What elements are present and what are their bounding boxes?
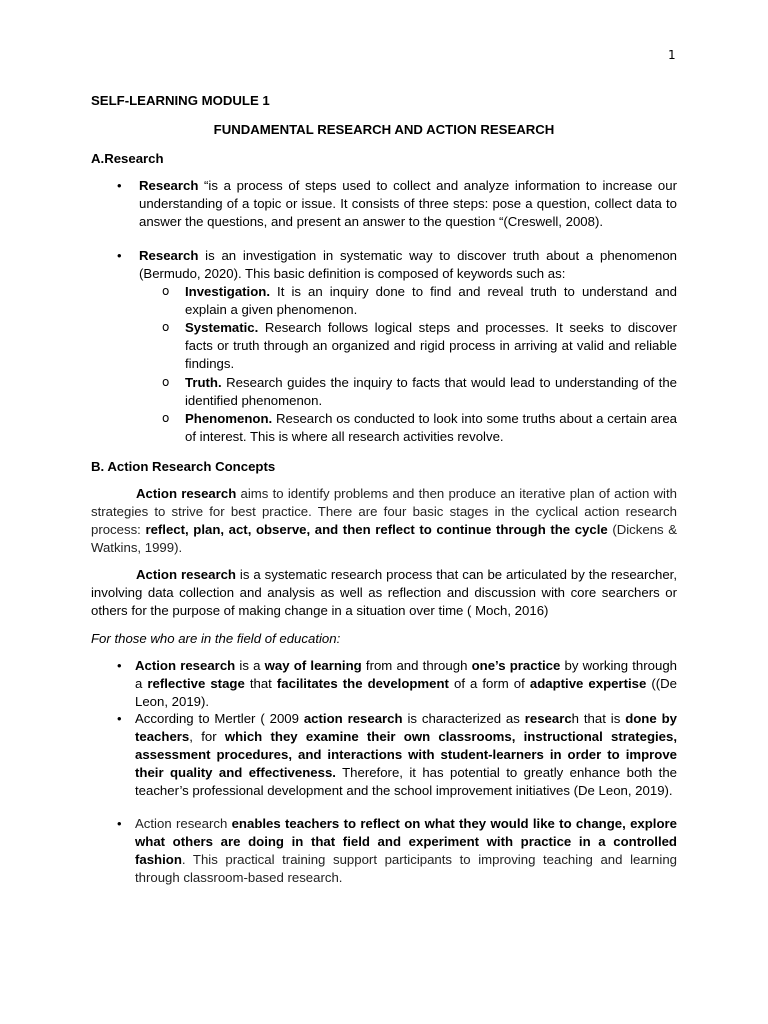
section-a-heading: A.Research — [91, 151, 164, 166]
education-intro: For those who are in the field of education: — [91, 631, 341, 646]
research-definition-2: Research is an investigation in systematic way to discover truth about a phenomenon (Bermudo, 2020). This basic definition is composed of keywords such as: — [139, 248, 677, 281]
circle-bullet-icon: o — [162, 375, 170, 389]
research-definition-1: Research “is a process of steps used to collect and analyze information to increase our understanding of a topic or issue. It consists of three steps: pose a question, collect data to answer the questions, and present an answer to the question “(Creswell, 2008). — [139, 178, 677, 229]
page-number: 1 — [668, 48, 676, 62]
main-title: FUNDAMENTAL RESEARCH AND ACTION RESEARCH — [213, 122, 555, 137]
bullet-icon: • — [117, 816, 122, 831]
keyword-investigation: Investigation. It is an inquiry done to find and reveal truth to understand and explain a given phenomenon. — [185, 284, 677, 317]
circle-bullet-icon: o — [162, 284, 170, 298]
bullet-icon: • — [117, 658, 122, 673]
section-b-heading: B. Action Research Concepts — [91, 459, 276, 474]
education-bullet-3: Action research enables teachers to reflect on what they would like to change, explore what others are doing in that field and experiment with practice in a controlled fashion. This practical training support participants to improving teaching and learning through classroom-based research. — [135, 816, 677, 885]
keyword-truth: Truth. Research guides the inquiry to facts that would lead to understanding of the identified phenomenon. — [185, 375, 677, 408]
bullet-icon: • — [117, 248, 122, 263]
action-research-para-1: Action research aims to identify problems and then produce an iterative plan of action with strategies to strive for best practice. There are four basic stages in the cyclical action research process: reflect, plan, act, observe, and then reflect to continue through the cycle (Dickens & Watkins, 1999). — [91, 486, 677, 555]
keyword-systematic: Systematic. Research follows logical steps and processes. It seeks to discover facts or truth through an organized and rigid process in arriving at valid and reliable findings. — [185, 320, 677, 371]
education-bullet-1: Action research is a way of learning from and through one’s practice by working through a reflective stage that facilitates the development of a form of adaptive expertise ((De Leon, 2019). — [135, 658, 678, 709]
module-title: SELF-LEARNING MODULE 1 — [91, 93, 270, 108]
circle-bullet-icon: o — [162, 320, 170, 334]
action-research-para-2: Action research is a systematic research process that can be articulated by the researcher, involving data collection and analysis as well as reflection and discussion with core searchers or others for the purpose of making change in a situation over time ( Moch, 2016) — [91, 567, 677, 618]
education-bullet-2: According to Mertler ( 2009 action research is characterized as research that is done by teachers, for which they examine their own classrooms, instructional strategies, assessment procedures, and interactions with student-learners in order to improve their quality and effectiveness. Therefore, it has potential to greatly enhance both the teacher’s professional development and the school improvement initiatives (De Leon, 2019). — [135, 711, 678, 798]
bullet-icon: • — [117, 711, 122, 726]
bullet-icon: • — [117, 178, 122, 193]
keyword-phenomenon: Phenomenon. Research os conducted to look into some truths about a certain area of interest. This is where all research activities revolve. — [185, 411, 677, 444]
circle-bullet-icon: o — [162, 411, 170, 425]
